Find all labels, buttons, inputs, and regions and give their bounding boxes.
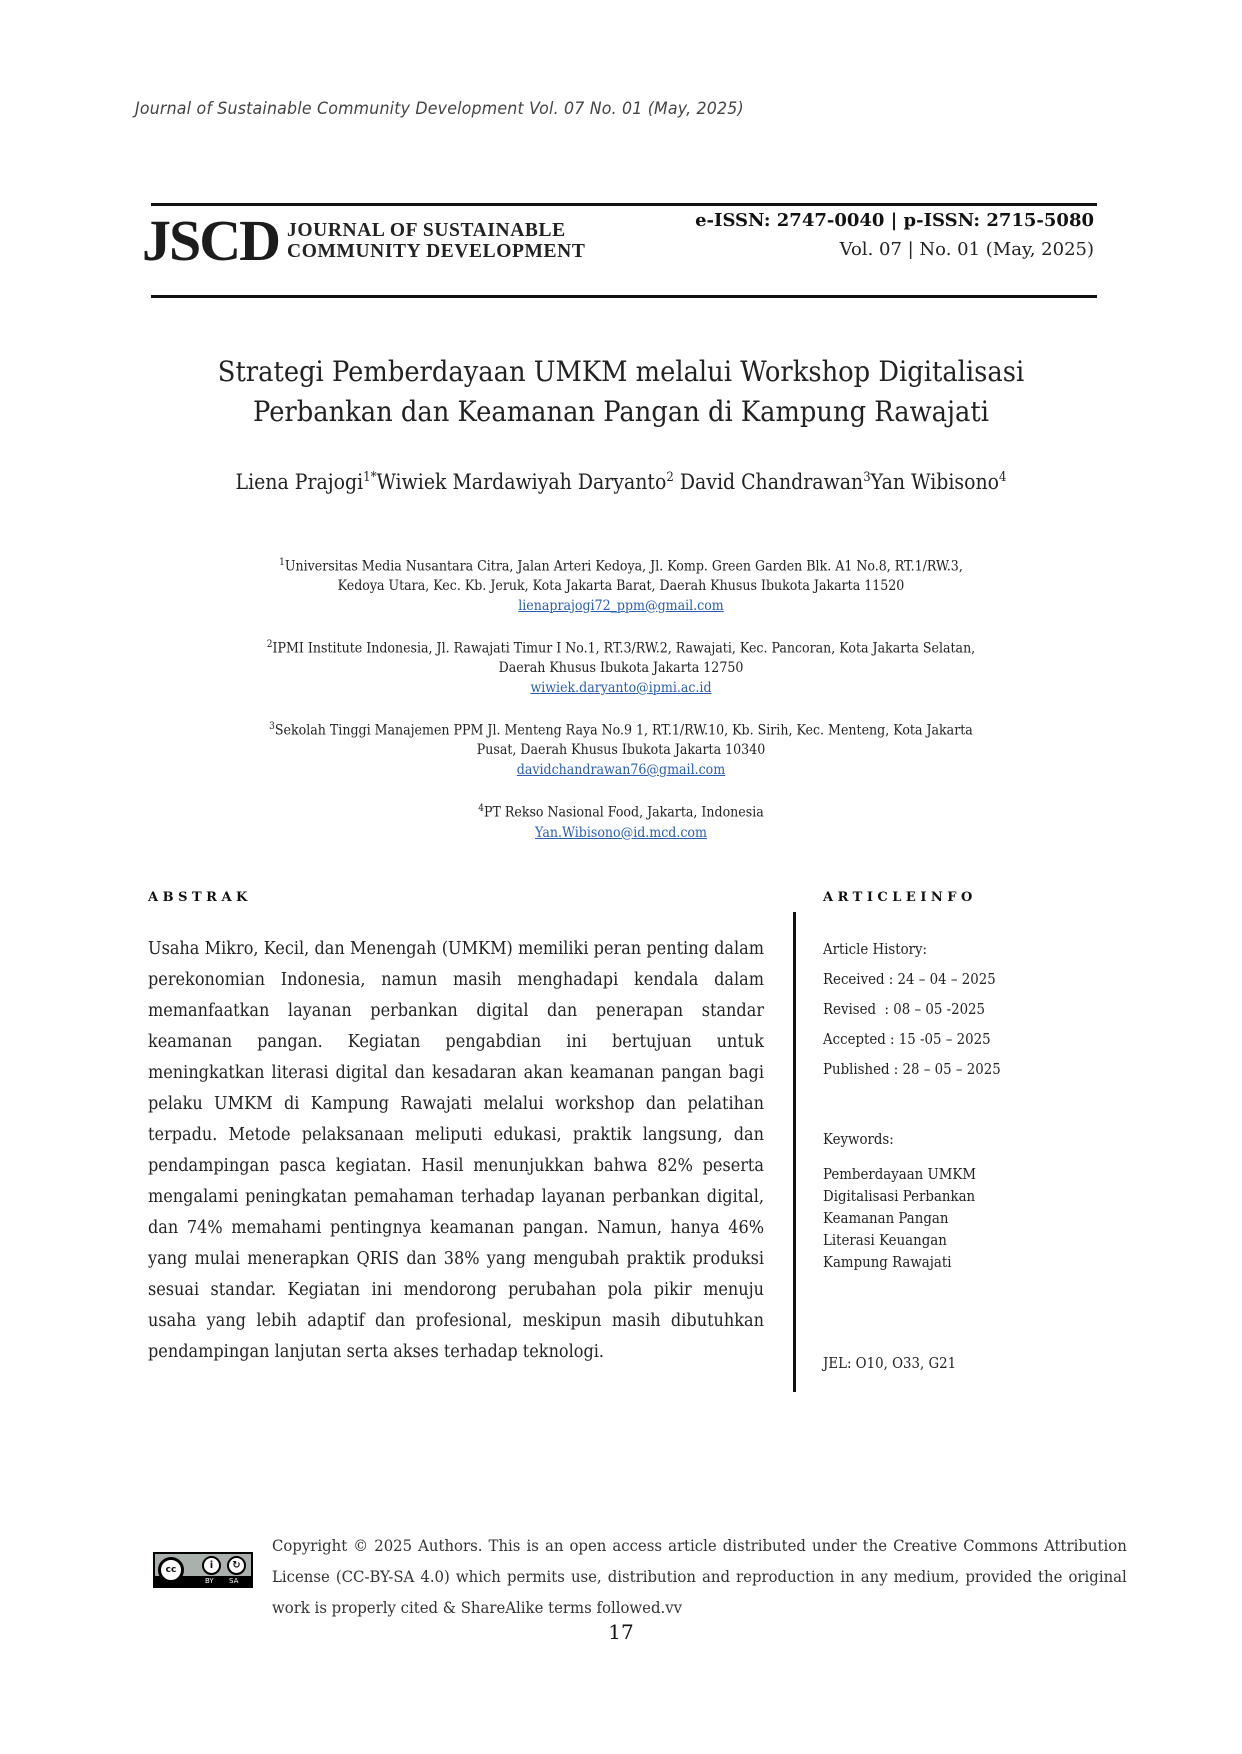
sa-recycle-icon: ↻ — [227, 1556, 246, 1575]
by-label: BY — [205, 1577, 214, 1585]
copyright-text: Copyright © 2025 Authors. This is an open access article distributed under the Creative Commons Attribution License (CC-BY-SA 4.0) which permits use, distribution and reproduction in any medium, provided the original work is properly cited & ShareAlike terms followed.vv — [272, 1536, 1127, 1617]
author-name: Wiwiek Mardawiyah Daryanto — [376, 470, 667, 494]
column-divider — [793, 912, 796, 1392]
author-name: Yan Wibisono — [870, 470, 1000, 494]
cc-icon: cc — [158, 1557, 184, 1583]
abstract-heading: ABSTRAK — [148, 890, 252, 905]
author-affil-mark: 4 — [999, 470, 1007, 485]
affil-mark: 1 — [279, 557, 285, 568]
issn-block — [695, 210, 1094, 260]
accepted-date: Accepted : 15 -05 – 2025 — [823, 1032, 991, 1048]
author-email-link[interactable]: lienaprajogi72_ppm@gmail.com — [518, 597, 724, 614]
masthead-bottom-rule — [151, 295, 1097, 298]
affil-address-cont: Daerah Khusus Ibukota Jakarta 12750 — [498, 660, 744, 677]
sa-label: SA — [229, 1577, 239, 1585]
copyright-notice — [272, 1530, 1127, 1623]
page-number: 17 — [608, 1620, 634, 1644]
affiliations — [150, 553, 1092, 862]
author-name: Liena Prajogi — [235, 470, 364, 494]
abstract-text: Usaha Mikro, Kecil, dan Menengah (UMKM) memiliki peran penting dalam perekonomian Indonesia, namun masih menghadapi kendala dalam memanfaatkan layanan perbankan digital dan penerapan standar keamanan pangan. Kegiatan pengabdian ini bertujuan untuk meningkatkan literasi digital dan kesadaran akan keamanan pangan bagi pelaku UMKM di Kampung Rawajati melalui workshop dan pelatihan terpadu. Metode pelaksanaan meliputi edukasi, praktik langsung, dan pendampingan pasca kegiatan. Hasil menunjukkan bahwa 82% peserta mengalami peningkatan pemahaman terhadap layanan perbankan digital, dan 74% memahami pentingnya keamanan pangan. Namun, hanya 46% yang mulai menerapkan QRIS dan 38% yang mengubah praktik produksi sesuai standar. Kegiatan ini mendorong perubahan pola pikir menuju usaha yang lebih adaptif dan profesional, meskipun masih dibutuhkan pendampingan lanjutan serta akses terhadap teknologi. — [148, 939, 765, 1362]
keyword: Keamanan Pangan — [823, 1211, 949, 1227]
received-date: Received : 24 – 04 – 2025 — [823, 972, 996, 988]
affiliation-2 — [197, 635, 1045, 698]
affiliation-3 — [197, 717, 1045, 780]
issn-numbers: e-ISSN: 2747-0040 | p-ISSN: 2715-5080 — [695, 210, 1094, 231]
keyword: Literasi Keuangan — [823, 1233, 947, 1249]
logo-line-1: JOURNAL OF SUSTAINABLE — [287, 220, 566, 241]
affiliation-4 — [197, 799, 1045, 843]
logo-text — [287, 220, 585, 262]
author-affil-mark: 3 — [863, 470, 871, 485]
article-title — [188, 352, 1055, 432]
cc-by-sa-license-badge[interactable] — [153, 1552, 253, 1588]
title-line-2: Perbankan dan Keamanan Pangan di Kampung Rawajati — [253, 395, 989, 428]
keyword: Digitalisasi Perbankan — [823, 1189, 976, 1205]
author-affil-mark: 2 — [666, 470, 674, 485]
affil-address: Universitas Media Nusantara Citra, Jalan Arteri Kedoya, Jl. Komp. Green Garden Blk. A1 No.8, RT.1/RW.3, — [284, 558, 963, 575]
affil-address-cont: Kedoya Utara, Kec. Kb. Jeruk, Kota Jakarta Barat, Daerah Khusus Ibukota Jakarta 11520 — [337, 578, 905, 595]
author-email-link[interactable]: Yan.Wibisono@id.mcd.com — [535, 824, 707, 841]
author-email-link[interactable]: davidchandrawan76@gmail.com — [516, 761, 726, 778]
keyword: Kampung Rawajati — [823, 1255, 952, 1271]
logo-mark: JSCD — [142, 208, 280, 273]
keyword: Pemberdayaan UMKM — [823, 1167, 977, 1183]
history-label: Article History: — [823, 942, 928, 958]
keywords-label: Keywords: — [823, 1132, 894, 1148]
affil-address-cont: Pusat, Daerah Khusus Ibukota Jakarta 10340 — [476, 742, 766, 759]
affil-address: PT Rekso Nasional Food, Jakarta, Indonesia — [483, 805, 764, 822]
revised-date: Revised : 08 – 05 -2025 — [823, 1002, 986, 1018]
affiliation-1 — [197, 553, 1045, 616]
affil-mark: 4 — [478, 803, 484, 815]
affil-mark: 3 — [269, 721, 275, 733]
author-affil-mark: 1* — [363, 470, 377, 485]
article-info — [823, 940, 1016, 1372]
jel-codes: JEL: O10, O33, G21 — [823, 1356, 957, 1372]
affil-address: IPMI Institute Indonesia, Jl. Rawajati Timur I No.1, RT.3/RW.2, Rawajati, Kec. Pancoran, Kota Jakarta Selatan, — [272, 640, 976, 657]
logo-line-2: COMMUNITY DEVELOPMENT — [287, 241, 586, 262]
by-person-icon: i — [202, 1556, 221, 1575]
author-list — [197, 463, 1045, 497]
affil-mark: 2 — [266, 639, 273, 651]
journal-logo — [142, 208, 586, 273]
affil-address: Sekolah Tinggi Manajemen PPM Jl. Menteng Raya No.9 1, RT.1/RW.10, Kb. Sirih, Kec. Menteng, Kota Jakarta — [274, 722, 973, 739]
author-name: David Chandrawan — [679, 470, 864, 494]
title-line-1: Strategi Pemberdayaan UMKM melalui Workshop Digitalisasi — [217, 355, 1025, 388]
running-head: Journal of Sustainable Community Development Vol. 07 No. 01 (May, 2025) — [135, 99, 744, 119]
volume-issue: Vol. 07 | No. 01 (May, 2025) — [839, 239, 1094, 260]
abstract-body — [148, 934, 764, 1368]
published-date: Published : 28 – 05 – 2025 — [823, 1062, 1001, 1078]
article-info-heading: ARTICLEINFO — [823, 890, 977, 905]
masthead-top-rule — [151, 203, 1097, 206]
author-email-link[interactable]: wiwiek.daryanto@ipmi.ac.id — [530, 679, 712, 696]
